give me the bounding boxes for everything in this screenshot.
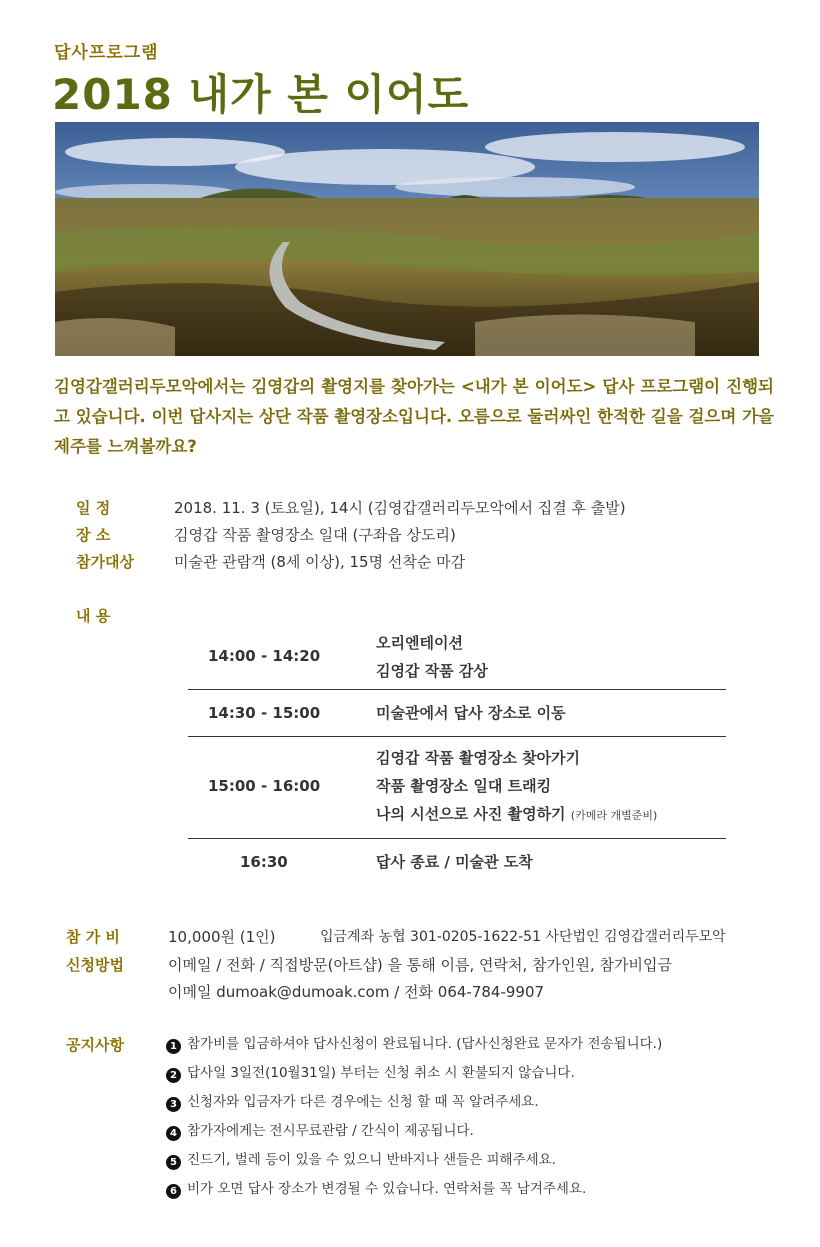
apply-label: 신청방법: [66, 956, 124, 974]
schedule-time: 14:00 - 14:20: [208, 647, 321, 665]
schedule-time: 16:30: [240, 853, 288, 871]
schedule-activities: [376, 848, 533, 876]
schedule-time: 15:00 - 16:00: [208, 777, 321, 795]
schedule-row: [188, 690, 726, 737]
notices-label: 공지사항: [66, 1036, 124, 1054]
notice-item: [166, 1177, 786, 1206]
info-label: 일 정: [76, 499, 111, 517]
schedule-activity: 작품 촬영장소 일대 트래킹: [376, 777, 552, 795]
notice-item: [166, 1119, 786, 1148]
notice-text: 진드기, 벌레 등이 있을 수 있으니 반바지나 샌들은 피해주세요.: [187, 1152, 556, 1168]
number-circle-icon: 2: [166, 1068, 181, 1083]
notice-item: [166, 1148, 786, 1177]
notice-item: [166, 1090, 786, 1119]
notice-text: 답사일 3일전(10월31일) 부터는 신청 취소 시 환불되지 않습니다.: [187, 1065, 575, 1081]
schedule-activities: [376, 629, 488, 685]
info-value: 미술관 관람객 (8세 이상), 15명 선착순 마감: [174, 553, 466, 571]
number-circle-icon: 4: [166, 1126, 181, 1141]
fee-label: 참 가 비: [66, 928, 120, 946]
schedule-activity: [376, 800, 657, 830]
notice-text: 신청자와 입금자가 다른 경우에는 신청 할 때 꼭 알려주세요.: [187, 1094, 539, 1110]
schedule-activity: 미술관에서 답사 장소로 이동: [376, 704, 566, 722]
landscape-photo: [55, 122, 759, 356]
schedule-table: [188, 625, 726, 885]
apply-contact: 이메일 dumoak@dumoak.com / 전화 064-784-9907: [168, 983, 545, 1001]
schedule-row: [188, 839, 726, 885]
notice-item: [166, 1061, 786, 1090]
schedule-activity-text: 나의 시선으로 사진 촬영하기: [376, 805, 566, 823]
schedule-row: [188, 625, 726, 690]
schedule-activities: [376, 699, 566, 727]
fee-value: 10,000원 (1인): [168, 928, 276, 946]
program-subtitle: 답사프로그램: [54, 43, 159, 63]
info-label: 장 소: [76, 526, 111, 544]
schedule-note: (카메라 개별준비): [570, 809, 658, 822]
content-label: 내 용: [76, 607, 111, 625]
schedule-activity: 답사 종료 / 미술관 도착: [376, 853, 533, 871]
notice-item: [166, 1032, 786, 1061]
schedule-activity: 오리엔테이션: [376, 634, 463, 652]
landscape-image: [55, 122, 759, 356]
number-circle-icon: 6: [166, 1184, 181, 1199]
intro-paragraph: 김영갑갤러리두모악에서는 김영갑의 촬영지를 찾아가는 <내가 본 이어도> 답사 프로그램이 진행되고 있습니다. 이번 답사지는 상단 작품 촬영장소입니다. 오름으로 둘러싸인 한적한 길을 걸으며 가을 제주를 느껴볼까요?: [54, 377, 774, 456]
notice-text: 비가 오면 답사 장소가 변경될 수 있습니다. 연락처를 꼭 남겨주세요.: [187, 1181, 587, 1197]
schedule-time: 14:30 - 15:00: [208, 704, 321, 722]
number-circle-icon: 3: [166, 1097, 181, 1112]
number-circle-icon: 5: [166, 1155, 181, 1170]
page-title: 2018 내가 본 이어도: [52, 70, 470, 119]
schedule-row: [188, 737, 726, 839]
info-label: 참가대상: [76, 553, 134, 571]
schedule-activity: 김영갑 작품 감상: [376, 662, 488, 680]
schedule-activity: 김영갑 작품 촬영장소 찾아가기: [376, 749, 581, 767]
info-value: 김영갑 작품 촬영장소 일대 (구좌읍 상도리): [174, 526, 456, 544]
apply-method: 이메일 / 전화 / 직접방문(아트샵) 을 통해 이름, 연락처, 참가인원, 참가비입금: [168, 956, 673, 974]
info-value: 2018. 11. 3 (토요일), 14시 (김영갑갤러리두모악에서 집결 후 출발): [174, 499, 626, 517]
schedule-activities: [376, 744, 657, 830]
notice-text: 참가자에게는 전시무료관람 / 간식이 제공됩니다.: [187, 1123, 474, 1139]
notice-text: 참가비를 입금하셔야 답사신청이 완료됩니다. (답사신청완료 문자가 전송됩니다.): [187, 1036, 663, 1052]
number-circle-icon: 1: [166, 1039, 181, 1054]
notices-list: [166, 1032, 786, 1206]
fee-account: 입금계좌 농협 301-0205-1622-51 사단법인 김영갑갤러리두모악: [320, 929, 726, 945]
